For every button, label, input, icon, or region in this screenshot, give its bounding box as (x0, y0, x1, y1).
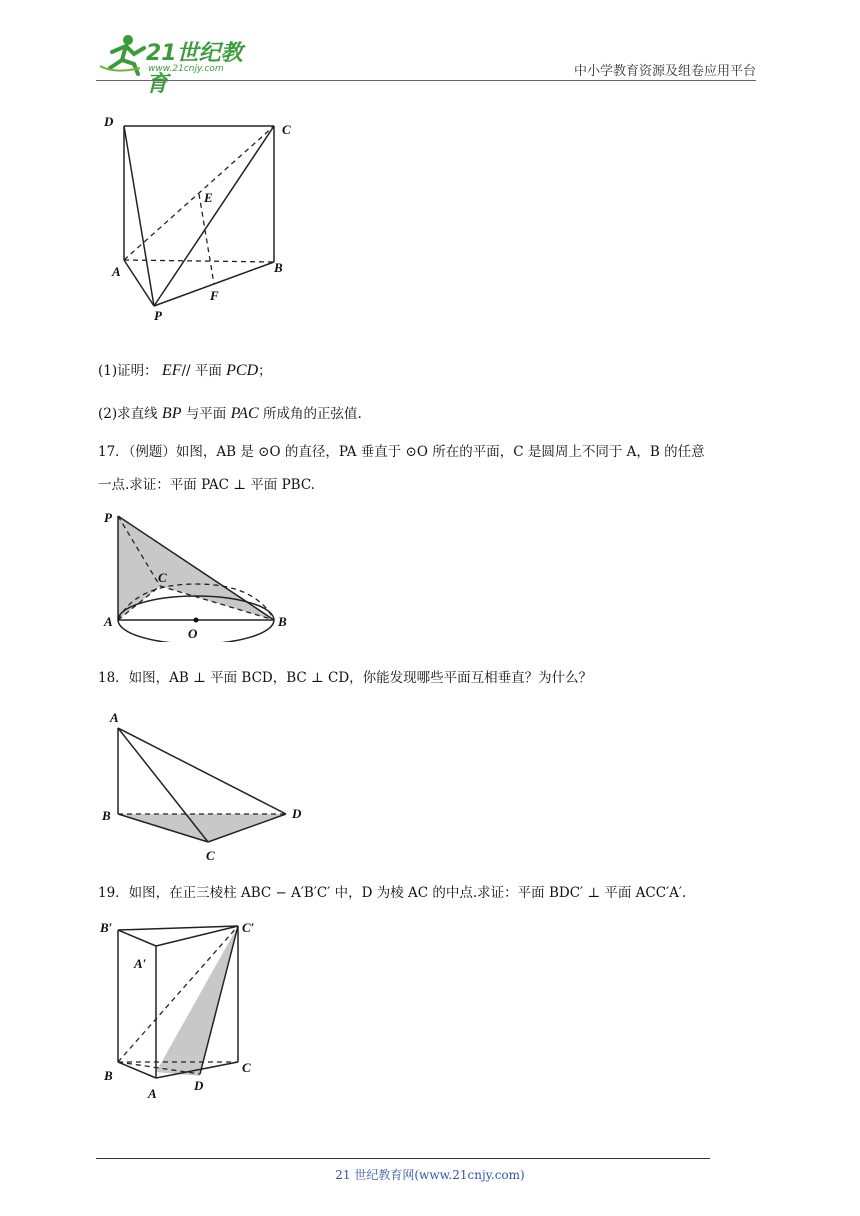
label-b: B (104, 1068, 113, 1083)
label-c: C (206, 848, 215, 863)
label-a-prime: A′ (134, 956, 147, 971)
q18-text: 18．如图，AB ⊥ 平面 BCD，BC ⊥ CD，你能发现哪些平面互相垂直？为什么？ (98, 670, 593, 686)
label-c: C (242, 1060, 251, 1075)
logo-text: 21世纪教育 (146, 41, 243, 97)
q19-text: 19．如图，在正三棱柱 ABC − A′B′C′ 中，D 为棱 AC 的中点.求证：平面 BDC′ ⊥ 平面 ACC′A′. (98, 885, 687, 901)
label-p: P (154, 308, 162, 322)
header-divider (96, 80, 756, 81)
label-c: C (158, 570, 167, 585)
label-a: A (112, 264, 121, 279)
label-a: A (148, 1086, 157, 1101)
site-logo (94, 30, 264, 97)
label-p: P (104, 510, 112, 525)
figure-16 (96, 112, 316, 322)
label-b: B (278, 614, 287, 629)
label-d: D (194, 1078, 204, 1093)
q16-part1: (1)证明： EF// 平面 PCD； (98, 362, 272, 379)
q17-line1: 17．（例题）如图，AB 是 ⊙O 的直径，PA 垂直于 ⊙O 所在的平面，C 是圆周上不同于 A，B 的任意 (98, 444, 705, 460)
label-b-prime: B′ (100, 920, 113, 935)
label-d: D (104, 114, 114, 129)
q17-line2: 一点.求证：平面 PAC ⊥ 平面 PBC. (98, 477, 315, 493)
label-f: F (210, 288, 219, 303)
label-c-prime: C′ (242, 920, 255, 935)
figure-18 (96, 700, 316, 868)
label-b: B (102, 808, 111, 823)
site-name: 中小学教育资源及组卷应用平台 (573, 64, 756, 79)
label-b: B (274, 260, 283, 275)
label-e: E (204, 190, 213, 205)
label-d: D (292, 806, 302, 821)
label-c: C (282, 122, 291, 137)
label-o: O (188, 626, 198, 641)
figure-19 (96, 916, 276, 1106)
label-a: A (104, 614, 113, 629)
label-a: A (110, 710, 119, 725)
footer-divider (96, 1158, 710, 1159)
figure-17 (96, 506, 316, 642)
logo-url: www.21cnjy.com (148, 64, 224, 74)
q16-part2: (2)求直线 BP 与平面 PAC 所成角的正弦值. (98, 405, 362, 422)
footer-text[interactable]: 21 世纪教育网(www.21cnjy.com) (335, 1168, 525, 1182)
